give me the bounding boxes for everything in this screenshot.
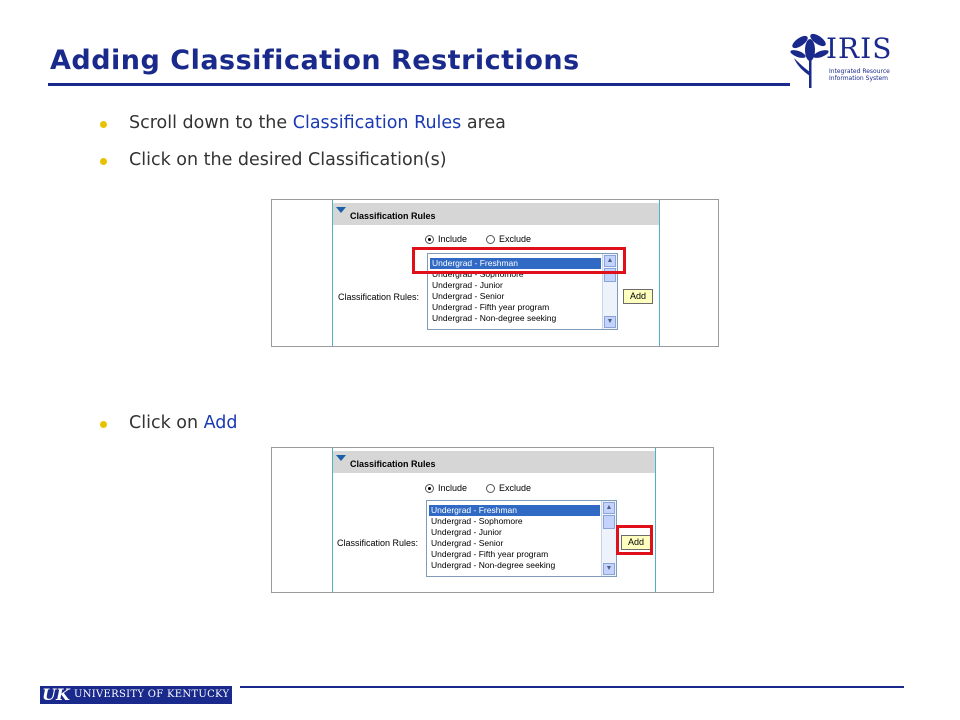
radio-include[interactable]: [425, 235, 434, 244]
slide-title: Adding Classification Restrictions: [50, 45, 580, 76]
title-underline: [48, 83, 790, 86]
radio-exclude[interactable]: [486, 235, 495, 244]
radio-exclude[interactable]: [486, 484, 495, 493]
university-of-kentucky-logo: [40, 686, 232, 704]
iris-subtitle-line2: Information System: [829, 75, 889, 82]
list-item[interactable]: Undergrad - Junior: [431, 527, 502, 537]
classification-listbox[interactable]: [426, 500, 617, 577]
panel: [332, 448, 656, 592]
bullet-text-highlight: Add: [203, 413, 238, 433]
scroll-down-icon[interactable]: ▼: [603, 563, 615, 575]
radio-include-label: Include: [438, 234, 468, 244]
bullet-dot: [100, 158, 107, 165]
list-item[interactable]: Undergrad - Sophomore: [432, 269, 524, 279]
section-header: [333, 451, 655, 473]
classification-rules-label: Classification Rules:: [337, 538, 419, 548]
section-header: [333, 203, 659, 225]
iris-subtitle: [829, 68, 899, 82]
list-item[interactable]: Undergrad - Fifth year program: [431, 549, 549, 559]
list-item[interactable]: Undergrad - Senior: [431, 538, 504, 548]
callout-selected-option: [412, 247, 626, 274]
list-item[interactable]: Undergrad - Sophomore: [431, 516, 523, 526]
list-item[interactable]: Undergrad - Freshman: [429, 505, 600, 516]
bullet-text-highlight: Classification Rules: [292, 113, 462, 133]
bullet-text: Click on the desired Classification(s): [129, 150, 447, 170]
iris-subtitle-line1: Integrated Resource: [829, 68, 890, 75]
scroll-down-icon[interactable]: ▼: [604, 316, 616, 328]
uk-mark: UK: [42, 685, 70, 704]
collapse-triangle-icon[interactable]: [336, 455, 346, 461]
collapse-triangle-icon[interactable]: [336, 207, 346, 213]
footer-rule: [240, 686, 904, 688]
list-item[interactable]: Undergrad - Fifth year program: [432, 302, 550, 312]
bullet-text-pre: Click on: [129, 413, 204, 433]
radio-include-label: Include: [438, 483, 468, 493]
scroll-thumb[interactable]: [603, 515, 615, 529]
classification-rules-label: Classification Rules:: [338, 292, 420, 302]
screenshot-select-classification: [271, 199, 719, 347]
list-item[interactable]: Undergrad - Freshman: [430, 258, 601, 269]
scroll-up-icon[interactable]: ▲: [603, 502, 615, 514]
add-button[interactable]: Add: [621, 535, 651, 550]
iris-logo: [788, 28, 898, 90]
list-item[interactable]: Undergrad - Senior: [432, 291, 505, 301]
panel: [332, 200, 660, 346]
section-title: Classification Rules: [350, 459, 436, 469]
list-item[interactable]: Undergrad - Non-degree seeking: [431, 560, 556, 570]
add-button[interactable]: Add: [623, 289, 653, 304]
bullet-dot: [100, 121, 107, 128]
university-name: UNIVERSITY OF KENTUCKY: [74, 689, 230, 700]
radio-include[interactable]: [425, 484, 434, 493]
scroll-up-icon[interactable]: ▲: [604, 255, 616, 267]
iris-wordmark: IRIS: [826, 32, 893, 65]
bullet-dot: [100, 421, 107, 428]
list-item[interactable]: Undergrad - Junior: [432, 280, 503, 290]
list-item[interactable]: Undergrad - Non-degree seeking: [432, 313, 557, 323]
section-title: Classification Rules: [350, 211, 436, 221]
listbox-scrollbar[interactable]: [601, 501, 616, 576]
bullet-text-post: area: [461, 113, 506, 133]
bullet-text: [129, 413, 238, 433]
callout-add-button: [616, 525, 653, 555]
screenshot-click-add: [271, 447, 714, 593]
radio-exclude-label: Exclude: [499, 483, 532, 493]
bullet-text: [129, 113, 506, 133]
bullet-text-pre: Scroll down to the: [129, 113, 293, 133]
radio-exclude-label: Exclude: [499, 234, 532, 244]
